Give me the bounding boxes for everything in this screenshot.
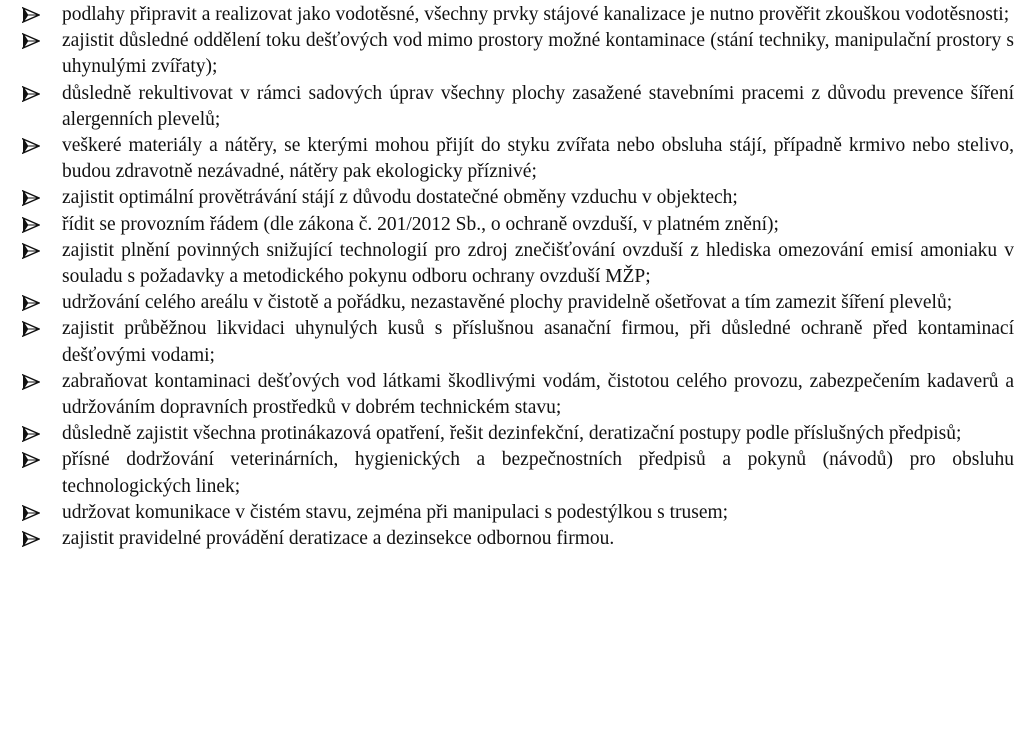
list-item — [22, 238, 1014, 290]
list-item — [22, 526, 1014, 552]
list-item-text: zajistit plnění povinných snižující technologií pro zdroj znečišťování ovzduší z hlediska omezování emisí amoniaku v souladu s požadavky a metodického pokynu odboru ochrany ovzduší MŽP; — [62, 239, 1014, 288]
arrowhead-bullet-icon — [22, 33, 40, 49]
list-item-text: řídit se provozním řádem (dle zákona č. 201/2012 Sb., o ochraně ovzduší, v platném znění); — [62, 213, 779, 235]
list-item-text: udržování celého areálu v čistotě a pořádku, nezastavěné plochy pravidelně ošetřovat a tím zamezit šíření plevelů; — [62, 292, 953, 314]
list-item — [22, 28, 1014, 80]
list-item — [22, 290, 1014, 316]
arrowhead-bullet-icon — [22, 374, 40, 390]
list-item — [22, 500, 1014, 526]
list-item-text: důsledně zajistit všechna protinákazová opatření, řešit dezinfekční, deratizační postupy podle příslušných předpisů; — [62, 423, 962, 445]
arrowhead-bullet-icon — [22, 321, 40, 337]
list-item — [22, 2, 1014, 28]
list-item-text: zajistit pravidelné provádění deratizace a dezinsekce odbornou firmou. — [62, 528, 615, 550]
list-item-text: přísné dodržování veterinárních, hygienických a bezpečnostních předpisů a pokynů (návodů) pro obsluhu technologických linek; — [62, 449, 1014, 497]
list-item — [22, 133, 1014, 185]
arrowhead-bullet-icon — [22, 426, 40, 442]
list-item-text: zajistit průběžnou likvidaci uhynulých kusů s příslušnou asanační firmou, při důsledné ochraně před kontaminací dešťovými vodami; — [62, 318, 1014, 366]
arrowhead-bullet-icon — [22, 138, 40, 154]
arrowhead-bullet-icon — [22, 190, 40, 206]
list-item — [22, 81, 1014, 133]
arrowhead-bullet-icon — [22, 505, 40, 521]
list-item — [22, 369, 1014, 421]
arrowhead-bullet-icon — [22, 295, 40, 311]
list-item-text: veškeré materiály a nátěry, se kterými mohou přijít do styku zvířata nebo obsluha stájí, případně krmivo nebo stelivo, budou zdravotně nezávadné, nátěry pak ekologicky příznivé; — [62, 135, 1014, 183]
requirements-list — [22, 2, 1014, 552]
arrowhead-bullet-icon — [22, 86, 40, 102]
list-item — [22, 212, 1014, 238]
list-item-text: zajistit důsledné oddělení toku dešťových vod mimo prostory možné kontaminace (stání techniky, manipulační prostory s uhynulými zvířaty); — [62, 30, 1014, 78]
list-item — [22, 421, 1014, 447]
arrowhead-bullet-icon — [22, 452, 40, 468]
list-item-text: zabraňovat kontaminaci dešťových vod látkami škodlivými vodám, čistotou celého provozu, zabezpečením kadaverů a udržováním dopravních prostředků v dobrém technickém stavu; — [62, 370, 1014, 419]
list-item-text: podlahy připravit a realizovat jako vodotěsné, všechny prvky stájové kanalizace je nutno prověřit zkouškou vodotěsnosti; — [62, 4, 1010, 25]
arrowhead-bullet-icon — [22, 531, 40, 547]
arrowhead-bullet-icon — [22, 217, 40, 233]
list-item — [22, 316, 1014, 368]
arrowhead-bullet-icon — [22, 243, 40, 259]
list-item-text: udržovat komunikace v čistém stavu, zejména při manipulaci s podestýlkou s trusem; — [62, 501, 729, 523]
arrowhead-bullet-icon — [22, 7, 40, 23]
list-item — [22, 185, 1014, 211]
list-item-text: zajistit optimální provětrávání stájí z důvodu dostatečné obměny vzduchu v objektech; — [62, 187, 738, 209]
list-item-text: důsledně rekultivovat v rámci sadových úprav všechny plochy zasažené stavebními pracemi z důvodu prevence šíření alergenních plevelů; — [62, 82, 1014, 130]
list-item — [22, 447, 1014, 499]
